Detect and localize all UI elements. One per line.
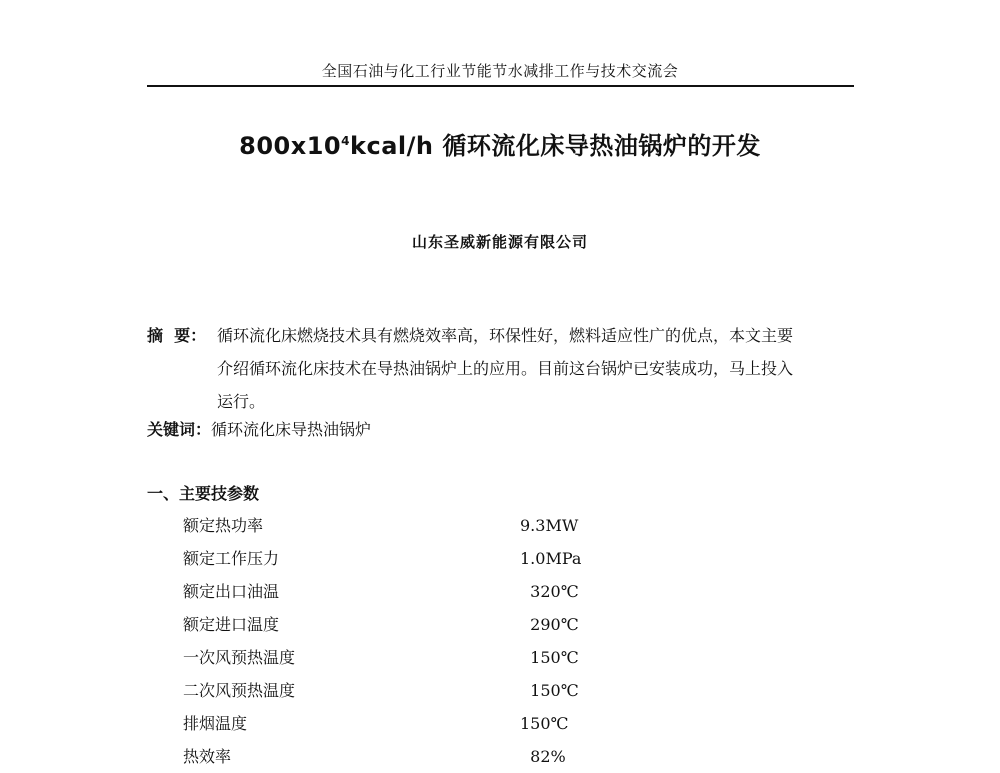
abstract-line: 循环流化床燃烧技术具有燃烧效率高，环保性好，燃料适应性广的优点，本文主要 bbox=[217, 326, 794, 345]
header-rule bbox=[147, 85, 854, 87]
abstract-row bbox=[147, 319, 862, 418]
parameter-value: 150℃ bbox=[520, 681, 579, 700]
parameter-value: 290℃ bbox=[520, 615, 579, 634]
parameter-row bbox=[183, 509, 581, 542]
parameter-row bbox=[183, 542, 581, 575]
parameter-value: 9.3MW bbox=[520, 516, 579, 535]
parameter-value: 320℃ bbox=[520, 582, 579, 601]
parameter-value: 1.0MPa bbox=[520, 549, 582, 568]
affiliation: 山东圣威新能源有限公司 bbox=[411, 233, 588, 251]
parameter-row bbox=[183, 707, 581, 740]
title-superscript: 4 bbox=[341, 134, 350, 148]
abstract-label: 摘 要： bbox=[147, 326, 207, 345]
parameter-value: 150℃ bbox=[520, 714, 569, 733]
keywords-text: 循环流化床导热油锅炉 bbox=[211, 420, 372, 439]
parameter-list bbox=[183, 509, 581, 773]
parameter-row bbox=[183, 641, 581, 674]
parameter-value: 82% bbox=[520, 747, 566, 766]
keywords bbox=[147, 413, 371, 446]
parameter-name: 排烟温度 bbox=[183, 714, 248, 733]
parameter-name: 额定工作压力 bbox=[183, 549, 280, 568]
parameter-row bbox=[183, 674, 581, 707]
abstract-line: 介绍循环流化床技术在导热油锅炉上的应用。目前这台锅炉已安装成功，马上投入 bbox=[217, 359, 794, 378]
title-prefix: 800x10 bbox=[239, 132, 342, 160]
paper-title bbox=[0, 126, 1000, 161]
parameter-value: 150℃ bbox=[520, 648, 579, 667]
parameter-name: 热效率 bbox=[183, 747, 232, 766]
parameter-name: 额定进口温度 bbox=[183, 615, 280, 634]
parameter-name: 额定出口油温 bbox=[183, 582, 280, 601]
title-suffix: kcal/h 循环流化床导热油锅炉的开发 bbox=[350, 132, 761, 160]
parameter-row bbox=[183, 608, 581, 641]
parameter-row bbox=[183, 740, 581, 773]
parameter-row bbox=[183, 575, 581, 608]
abstract-body bbox=[217, 319, 862, 418]
running-header: 全国石油与化工行业节能节水减排工作与技术交流会 bbox=[321, 62, 679, 80]
parameter-name: 二次风预热温度 bbox=[183, 681, 296, 700]
parameter-name: 一次风预热温度 bbox=[183, 648, 296, 667]
abstract-line: 运行。 bbox=[217, 392, 266, 411]
abstract bbox=[147, 319, 862, 418]
section-heading: 一、主要技参数 bbox=[147, 484, 260, 503]
parameter-name: 额定热功率 bbox=[183, 516, 264, 535]
keywords-label: 关键词： bbox=[147, 420, 212, 439]
